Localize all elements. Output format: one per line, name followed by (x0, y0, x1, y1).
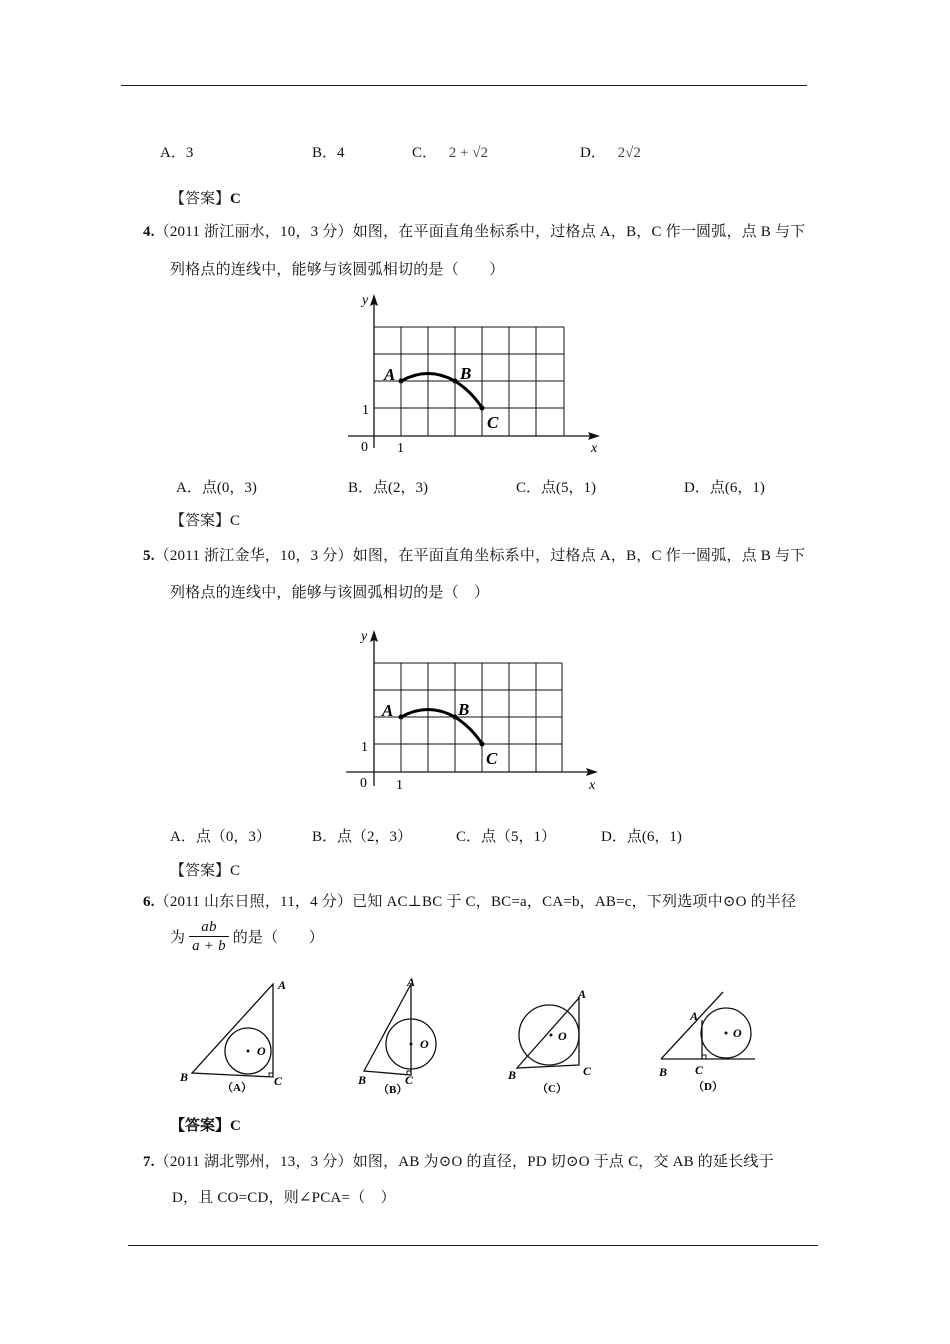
q6-a-label-a: A (278, 978, 287, 992)
q4-option-c: C．点(5，1) (516, 480, 596, 496)
q6-a-label-b: B (180, 1070, 189, 1084)
q5-origin-label: 0 (360, 776, 367, 791)
q6-c-caption: （C） (537, 1083, 567, 1095)
q7-line1 (143, 1150, 774, 1171)
q5-axis-y-label: y (361, 629, 368, 644)
q6-line2-suffix: 的是（ ） (232, 930, 324, 946)
q5-axis-x-label: x (589, 778, 596, 793)
q6-b-label-a: A (407, 975, 416, 989)
q6-c-label-o: O (558, 1029, 567, 1043)
q3-option-c (412, 141, 488, 162)
q6-b-caption: （B） (378, 1084, 408, 1096)
q7-line2: D，且 CO=CD，则∠PCA=（ ） (172, 1190, 396, 1206)
q5-option-c: C．点（5，1） (456, 829, 557, 845)
q6-b-label-b: B (358, 1073, 367, 1087)
q6-d-hypotenuse (661, 992, 723, 1059)
q6-a-caption: （A） (222, 1082, 252, 1094)
q4-point-b-dot (453, 379, 458, 384)
q3-option-d-label: D． (580, 145, 606, 161)
q5-line2: 列格点的连线中，能够与该圆弧相切的是（ ） (170, 585, 490, 601)
q4-label-b: B (460, 364, 472, 383)
q4-text-line1: （2011 浙江丽水，10，3 分）如图，在平面直角坐标系中，过格点 A，B，C 作一圆弧，点 B 与下 (154, 224, 806, 240)
q6-answer (170, 1114, 241, 1135)
q6-number: 6. (143, 894, 155, 910)
q6-d-caption: （D） (693, 1081, 723, 1093)
q4-answer-value: C (230, 513, 241, 529)
q3-option-a: A．3 (160, 145, 194, 161)
q5-label-a: A (382, 701, 394, 720)
q3-option-d (580, 141, 641, 162)
q4-axis-y-label: y (362, 293, 369, 308)
q6-answer-label: 【答案】 (170, 1118, 231, 1134)
q6-b-label-c: C (405, 1073, 414, 1087)
q6-d-label-o: O (733, 1026, 742, 1040)
q3-answer (170, 187, 241, 208)
q4-tick-y-label: 1 (362, 403, 369, 418)
q6-figure-a (176, 972, 296, 1097)
q6-line2-prefix: 为 (170, 930, 186, 946)
q5-point-c-dot (480, 742, 485, 747)
q5-answer (170, 859, 240, 880)
q6-figure-b (350, 972, 450, 1097)
q3-option-c-math: 2 + √2 (448, 145, 488, 161)
q5-option-d: D．点(6，1) (601, 829, 682, 845)
q6-c-label-c: C (583, 1064, 592, 1078)
q4-origin-label: 0 (361, 440, 368, 455)
q3-option-b: B．4 (312, 145, 345, 161)
q5-number: 5. (143, 548, 155, 564)
q6-a-center-dot (247, 1050, 250, 1053)
q5-option-a: A．点（0，3） (170, 829, 271, 845)
q6-c-label-b: B (508, 1068, 517, 1082)
q4-label-a: A (384, 365, 396, 384)
q5-point-b-dot (453, 715, 458, 720)
q6-b-label-o: O (420, 1037, 429, 1051)
q6-d-label-c: C (695, 1063, 704, 1077)
q6-figure-c (503, 980, 608, 1100)
q4-line2: 列格点的连线中，能够与该圆弧相切的是（ ） (170, 262, 505, 278)
q6-figure-d (655, 986, 765, 1096)
q6-c-label-a: A (578, 987, 587, 1001)
q4-axis-x-label: x (591, 441, 598, 456)
q5-figure (340, 626, 610, 796)
q7-text-line1: （2011 湖北鄂州，13，3 分）如图，AB 为⊙O 的直径，PD 切⊙O 于点 C，交 AB 的延长线于 (154, 1154, 774, 1170)
q5-option-b: B．点（2，3） (312, 829, 413, 845)
q5-arc (401, 710, 482, 745)
q4-answer-label: 【答案】 (170, 513, 231, 529)
q6-d-center-dot (725, 1032, 728, 1035)
q5-label-c: C (486, 749, 498, 768)
q3-option-c-label: C． (412, 145, 438, 161)
q6-b-center-dot (410, 1043, 413, 1046)
q6-c-center-dot (550, 1034, 553, 1037)
q4-label-c: C (487, 413, 499, 432)
q5-answer-label: 【答案】 (170, 863, 231, 879)
q5-text-line1: （2011 浙江金华，10，3 分）如图，在平面直角坐标系中，过格点 A，B，C 作一圆弧，点 B 与下 (154, 548, 806, 564)
q4-number: 4. (143, 224, 155, 240)
q5-answer-value: C (230, 863, 241, 879)
q6-a-triangle (192, 984, 273, 1077)
q6-a-label-c: C (274, 1074, 283, 1088)
q6-c-circle (519, 1005, 579, 1065)
q6-line1 (143, 890, 796, 911)
q6-fraction-numerator: ab (189, 918, 229, 937)
q4-line1 (143, 220, 805, 241)
q3-option-d-math: 2√2 (617, 145, 641, 161)
q6-text-line1: （2011 山东日照，11，4 分）已知 AC⊥BC 于 C，BC=a，CA=b，AB=c，下列选项中⊙O 的半径 (154, 894, 797, 910)
header-rule (121, 85, 807, 86)
q6-answer-value: C (230, 1118, 241, 1134)
q4-tick-x-label: 1 (397, 441, 404, 456)
q4-figure (340, 290, 610, 460)
q4-option-b: B．点(2，3) (348, 480, 428, 496)
q5-label-b: B (458, 700, 470, 719)
q6-d-label-a: A (690, 1009, 699, 1023)
q3-answer-value: C (230, 191, 241, 207)
q7-number: 7. (143, 1154, 155, 1170)
q4-option-a: A．点(0，3) (176, 480, 257, 496)
q6-fraction (189, 918, 229, 955)
q5-tick-x-label: 1 (396, 778, 403, 793)
q6-line2 (170, 918, 324, 955)
q6-b-triangle (364, 984, 411, 1075)
q3-answer-label: 【答案】 (170, 191, 231, 207)
q5-tick-y-label: 1 (361, 740, 368, 755)
q6-d-label-b: B (659, 1065, 668, 1079)
q5-point-a-dot (399, 715, 404, 720)
q5-line1 (143, 544, 805, 565)
footer-rule (128, 1245, 818, 1246)
q6-a-label-o: O (257, 1044, 266, 1058)
q4-option-d: D．点(6，1) (684, 480, 765, 496)
q6-fraction-denominator: a + b (192, 938, 226, 954)
q4-point-a-dot (399, 379, 404, 384)
q4-point-c-dot (480, 406, 485, 411)
q4-answer (170, 509, 240, 530)
